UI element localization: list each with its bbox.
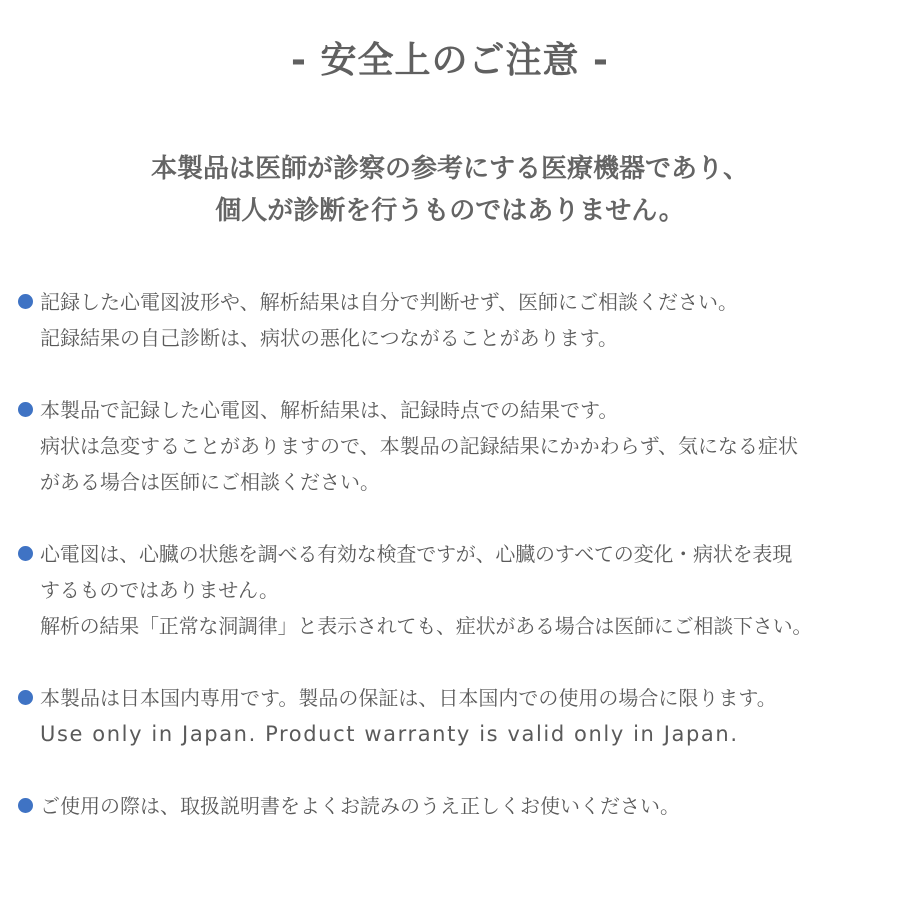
bullet-dot-icon — [18, 798, 33, 813]
intro-line: 本製品は医師が診察の参考にする医療機器であり、 — [150, 154, 749, 184]
note-line: 記録結果の自己診断は、病状の悪化につながることがあります。 — [40, 326, 618, 350]
page-title: - 安全上のご注意 - — [291, 40, 609, 81]
safety-note — [18, 788, 888, 824]
safety-note — [18, 680, 888, 752]
note-line-english: Use only in Japan. Product warranty is valid only in Japan. — [40, 722, 739, 746]
note-line: 解析の結果「正常な洞調律」と表示されても、症状がある場合は医師にご相談下さい。 — [40, 614, 813, 638]
safety-notes-list — [18, 284, 888, 824]
note-line: するものではありません。 — [40, 578, 279, 602]
note-line: 本製品で記録した心電図、解析結果は、記録時点での結果です。 — [40, 398, 619, 422]
note-line: 本製品は日本国内専用です。製品の保証は、日本国内での使用の場合に限ります。 — [40, 686, 777, 710]
note-line: 記録した心電図波形や、解析結果は自分で判断せず、医師にご相談ください。 — [40, 290, 738, 314]
intro-line: 個人が診断を行うものではありません。 — [215, 196, 685, 226]
safety-note — [18, 284, 888, 356]
bullet-dot-icon — [18, 402, 33, 417]
note-line: ご使用の際は、取扱説明書をよくお読みのうえ正しくお使いください。 — [40, 794, 680, 818]
bullet-dot-icon — [18, 546, 33, 561]
safety-note — [18, 392, 888, 500]
intro-statement — [0, 148, 900, 232]
bullet-dot-icon — [18, 690, 33, 705]
note-line: がある場合は医師にご相談ください。 — [40, 470, 380, 494]
note-line: 病状は急変することがありますので、本製品の記録結果にかかわらず、気になる症状 — [40, 434, 798, 458]
note-line: 心電図は、心臓の状態を調べる有効な検査ですが、心臓のすべての変化・病状を表現 — [40, 542, 792, 566]
bullet-dot-icon — [18, 294, 33, 309]
safety-note — [18, 536, 888, 644]
